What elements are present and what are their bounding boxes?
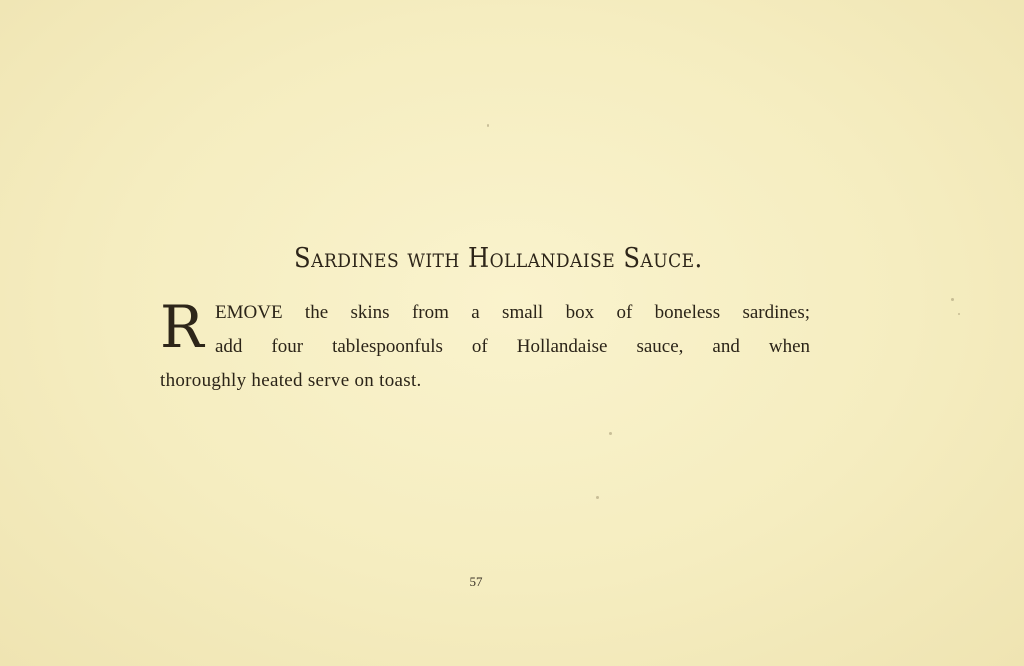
paper-speck bbox=[958, 313, 960, 315]
paper-speck bbox=[487, 124, 489, 127]
recipe-body bbox=[160, 293, 810, 398]
page-number: 57 bbox=[469, 574, 483, 589]
paper-speck bbox=[951, 298, 954, 301]
recipe-line-1: EMOVE the skins from a small box of boneless sardines; bbox=[215, 302, 810, 323]
drop-cap: R bbox=[160, 293, 204, 361]
recipe-title: Sardines with Hollandaise Sauce. bbox=[294, 243, 703, 274]
paper-speck bbox=[609, 432, 612, 435]
recipe-line-2: add four tablespoonfuls of Hollandaise sauce, and when bbox=[215, 336, 810, 357]
paper-speck bbox=[596, 496, 599, 499]
recipe-line-3: thoroughly heated serve on toast. bbox=[160, 370, 422, 391]
